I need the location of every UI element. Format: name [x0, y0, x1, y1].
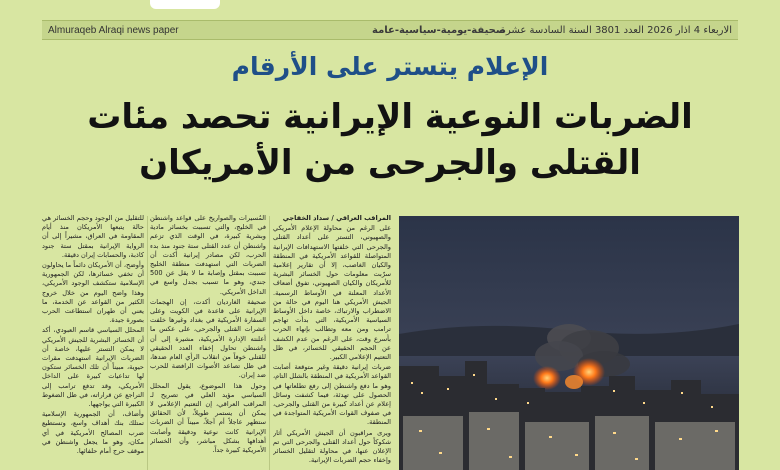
column-1-paragraph: على الرغم من محاولة الإعلام الأمريكي والصهيوني، التستر على أعداد القتلى والجرحى التي خلفتها الاستهدافات الإيرانية المتواصلة للقواعد الأمريكية في المنطقة والكيان الغاصب، إلا أن تقارير إعلامية سرّبت معلومات حول الخسائر البشرية للأمريكان والكيان الصهيوني، تفوق أضعاف الأعداد المعلنة في الأوساط الرسمية. الجيش الأمريكي هنا اليوم في حالة من الاضطراب والارتباك، خاصة داخل الأوساط السياسية الأمريكية، التي بدأت تهاجم ترامب ومن معه وتطالب بإنهاء الحرب بأسرع وقت، على الرغم من عدم الكشف عن الحجم الحقيقي للخسائر، في ظل التعتيم الإعلامي الكبير.: [273, 224, 391, 362]
logo-tab: [150, 0, 220, 9]
column-3-paragraph: المحلل السياسي قاسم العبودي، أكد أن الخسائر البشرية للجيش الأمريكي لا يمكن التستر عليها، خاصة أن الضربات الإيرانية استهدفت مقرات حيوية، مبيناً أن تلك الخسائر ستكون لها تداعيات كبيرة على الداخل الأمريكي، وقد تدفع ترامب إلى التراجع عن قراراته، في ظل الضغوط الكبيرة التي يواجهها.: [42, 326, 144, 409]
headline-line-2: القتلى والجرحى من الأمريكان: [139, 143, 641, 183]
night-city-strike-photo-icon: [399, 216, 739, 470]
issue-line: الاربعاء 4 اذار 2026 العدد 3801 السنة السادسة عشرة: [500, 24, 732, 36]
column-1-paragraph: المراقب العراقي / سداد الخفاجي: [282, 214, 391, 222]
paper-english-name: Almuraqeb Alraqi news paper: [48, 24, 179, 36]
article-photo: [399, 216, 739, 470]
masthead-bar: [42, 20, 738, 40]
column-3-paragraph: وأضاف، أن الجمهورية الإسلامية تمتلك بنك أهداف واسع، وتستطيع ضرب المصالح الأمريكية في أي مكان، وهو ما يجعل واشنطن في موقف حرج أمام حلفائها.: [42, 410, 144, 456]
article-kicker: الإعلام يتستر على الأرقام: [231, 52, 549, 81]
article-column-3: [42, 214, 144, 470]
column-2-paragraph: وحول هذا الموضوع، يقول المحلل السياسي مؤيد العلي في تصريح لـ المراقب العراقي، إن التعتيم الإعلامي لا يمكن أن يستمر طويلاً، لأن الحقائق ستظهر عاجلاً أم آجلاً، مبيناً أن الضربات الإيرانية كانت نوعية ودقيقة وأصابت أهدافها بشكل مباشر، وأن الخسائر الأمريكية كبيرة جداً.: [150, 381, 266, 455]
column-1-paragraph: ويرى مراقبون أن الجيش الأمريكي أثار شكوكاً حول أعداد القتلى والجرحى التي تم الإعلان عنها، في محاولة لتقليل الخسائر وإخفاء حجم الضربات الإيرانية.: [273, 428, 391, 465]
column-3-paragraph: للتقليل من الوجود وحجم الخسائر هي حالة يتبعها الأمريكان منذ أيام المقاومة في العراق، مشيراً إلى أن الرواية الإيرانية بمقتل ستة جنود كاذبة، والحسابات إيران دقيقة.: [42, 214, 144, 259]
article-column-2: [150, 214, 266, 470]
paper-tagline: صحيفة-يومية-سياسية-عامة: [372, 24, 506, 36]
column-3-paragraph: وأوضح، أن الأمريكان دائماً ما يحاولون أن تخفي خسائرها، لكن الجمهورية الإسلامية ستكشف الوجود الأمريكي، وهذا واضح اليوم من خلال خروج الكثير من القواعد عن الخدمة، ما يعني أن طهران استطاعت الحرب بصورة جيدة.: [42, 261, 144, 325]
article-headline: [60, 94, 720, 186]
column-2-paragraph: صحيفة الغارديان أكدت، إن الهجمات الإيرانية على قاعدة في الكويت وعلى السفارة الأمريكية في بغداد وغيرها خلفت عشرات القتلى والجرحى، على عكس ما أعلنته الإدارة الأمريكية، مشيرة إلى أن واشنطن تحاول إخفاء العدد الحقيقي للقتلى خوفاً من انقلاب الرأي العام ضدها، في ظل تصاعد الأصوات الرافضة للحرب ضد إيران.: [150, 297, 266, 380]
article-column-1: [273, 214, 391, 470]
column-1-paragraph: ضربات إيرانية دقيقة وغير متوقعة أصابت القواعد الأمريكية في المنطقة بالشلل التام، وهو ما دفع واشنطن إلى رفع تطلعاتها في الحصول على تهدئة، فيما كشفت وسائل إعلام عن أعداد كبيرة من القتلى والجرحى، في صفوف القوات الأمريكية المتواجدة في المنطقة.: [273, 363, 391, 427]
column-divider: [147, 216, 148, 470]
headline-line-1: الضربات النوعية الإيرانية تحصد مئات: [87, 97, 693, 137]
column-2-paragraph: المُسيرات والصواريخ على قواعد واشنطن في الخليج، والتي تسببت بخسائر مادية وبشرية كبيرة، في الوقت الذي تزعم واشنطن أن عدد القتلى ستة جنود منذ بدء الحرب، لكن مصادر إيرانية أكدت أن الضربات التي استهدفت منطقة الخليج تسببت بمقتل وإصابة ما لا يقل عن 500 جندي، وهو ما تسبب بجدل واسع في الداخل الأمريكي.: [150, 214, 266, 296]
column-divider: [269, 216, 270, 470]
